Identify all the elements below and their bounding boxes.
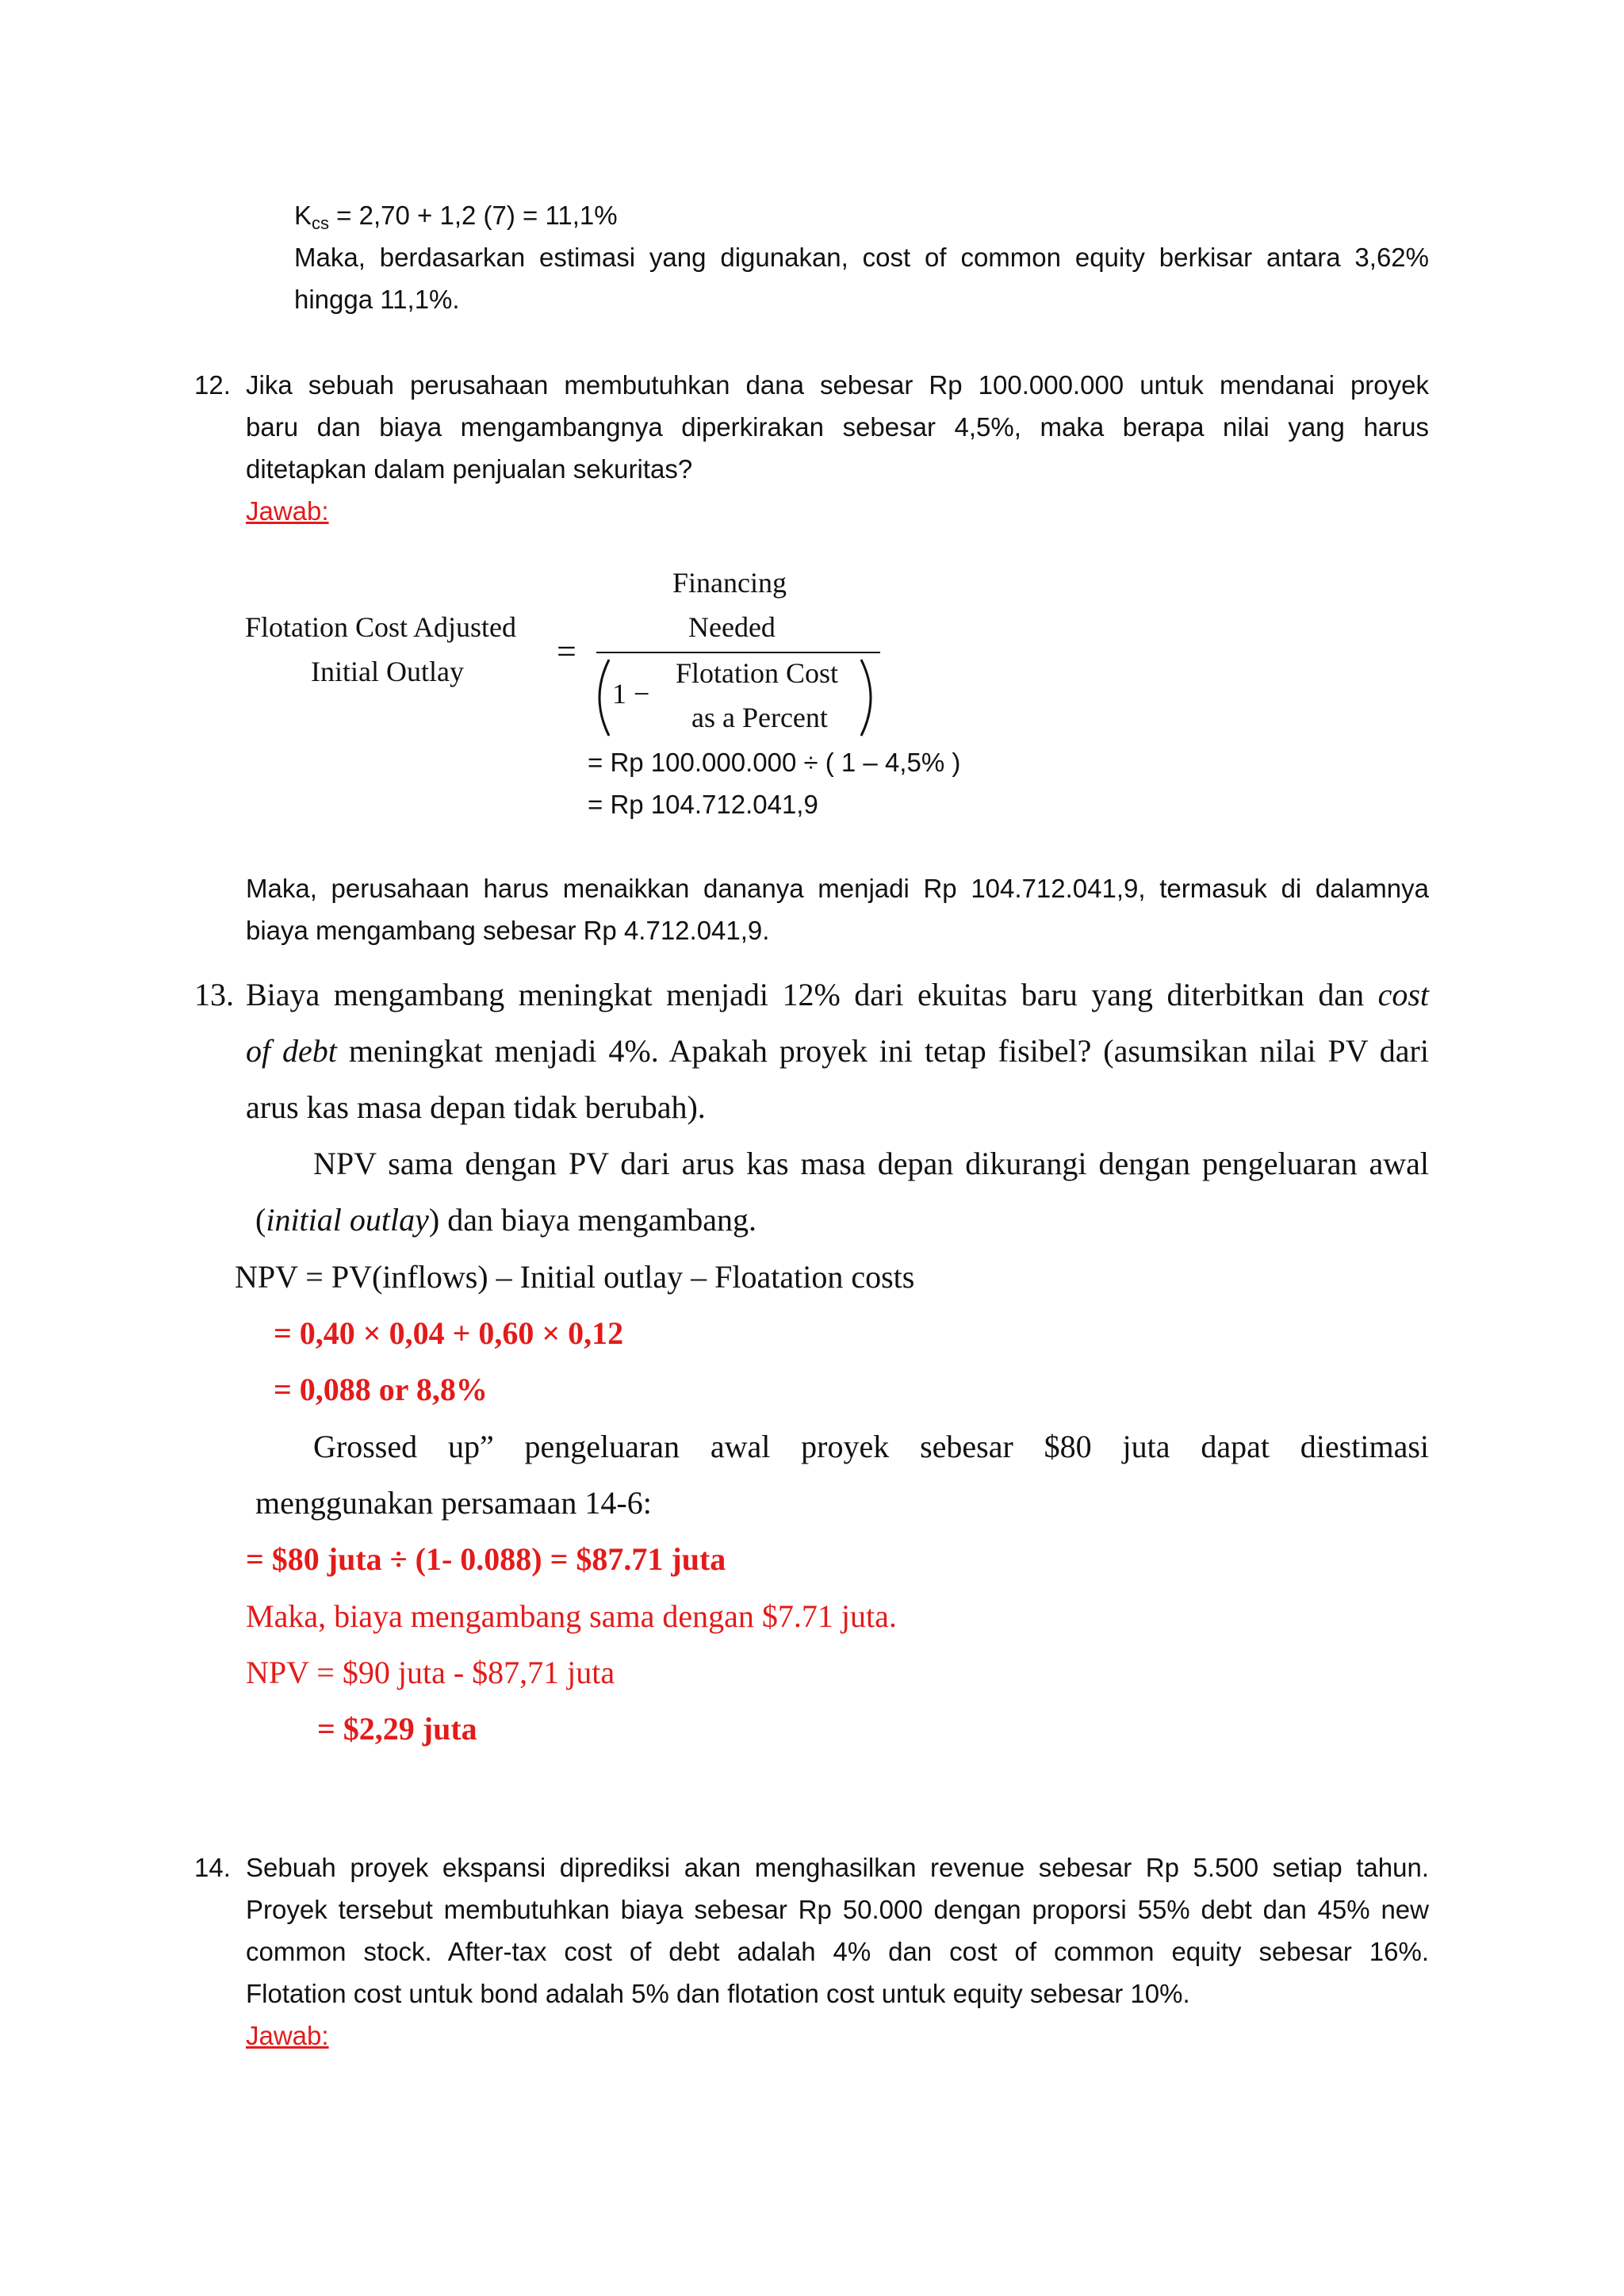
grossed-line1: Grossed up” pengeluaran awal proyek sebesar $80 juta dapat diestimasi xyxy=(313,1429,1429,1464)
top-conclusion-line1: Maka, berdasarkan estimasi yang digunakan, cost of common equity berkisar antara 3,62% xyxy=(294,243,1429,272)
paren-open: ( xyxy=(255,1202,266,1238)
q12-line3: ditetapkan dalam penjualan sekuritas? xyxy=(246,454,693,484)
kcs-rest: = 2,70 + 1,2 (7) = 11,1% xyxy=(329,201,618,230)
right-paren-icon xyxy=(855,656,883,739)
q13-line2-text: meningkat menjadi 4%. Apakah proyek ini tetap fisibel? (asumsikan nilai PV dari xyxy=(336,1033,1429,1069)
fraction-bar xyxy=(596,652,880,653)
q13-line1 xyxy=(246,966,1429,1024)
q14-line2: Proyek tersebut membutuhkan biaya sebesar Rp 50.000 dengan proporsi 55% debt dan 45% new xyxy=(246,1895,1429,1924)
top-conclusion-line2: hingga 11,1%. xyxy=(294,285,460,314)
formula-equals: = xyxy=(557,632,576,671)
grossed-line2: menggunakan persamaan 14-6: xyxy=(255,1485,652,1521)
q12-calc2: = Rp 104.712.041,9 xyxy=(588,790,818,819)
formula-lhs-line2: Initial Outlay xyxy=(311,656,464,687)
formula-denominator-line2: as a Percent xyxy=(691,702,828,733)
q14-line4: Flotation cost untuk bond adalah 5% dan flotation cost untuk equity sebesar 10%. xyxy=(246,1979,1190,2008)
initial-outlay-italic: initial outlay xyxy=(266,1202,429,1238)
red-calc-3: = $80 juta ÷ (1- 0.088) = $87.71 juta xyxy=(246,1541,726,1577)
red-calc-2: = 0,088 or 8,8% xyxy=(274,1372,488,1407)
formula-denominator-one: 1 − xyxy=(612,678,650,710)
q13-line1-italic: cost xyxy=(1377,977,1429,1012)
npv-line2-rest: ) dan biaya mengambang. xyxy=(428,1202,757,1238)
formula-numerator-line1: Financing xyxy=(672,567,787,599)
red-conclusion: Maka, biaya mengambang sama dengan $7.71 juta. xyxy=(246,1598,897,1634)
q12-conclusion-line1: Maka, perusahaan harus menaikkan dananya menjadi Rp 104.712.041,9, termasuk di dalamnya xyxy=(246,874,1429,903)
red-calc-1: = 0,40 × 0,04 + 0,60 × 0,12 xyxy=(274,1315,624,1351)
q12-line1: Jika sebuah perusahaan membutuhkan dana sebesar Rp 100.000.000 untuk mendanai proyek xyxy=(246,370,1429,400)
q13-number: 13. xyxy=(194,977,234,1012)
q14-line3: common stock. After-tax cost of debt adalah 4% dan cost of common equity sebesar 16%. xyxy=(246,1937,1429,1966)
q13-npv-line2 xyxy=(255,1192,756,1249)
q12-jawab: Jawab: xyxy=(246,496,329,526)
kcs-subscript: cs xyxy=(312,213,330,233)
q14-line1: Sebuah proyek ekspansi diprediksi akan menghasilkan revenue sebesar Rp 5.500 setiap tahun. xyxy=(246,1853,1429,1882)
red-npv: NPV = $90 juta - $87,71 juta xyxy=(246,1655,615,1690)
npv-formula: NPV = PV(inflows) – Initial outlay – Floatation costs xyxy=(235,1259,915,1295)
q12-number: 12. xyxy=(194,370,231,400)
q12-calc1: = Rp 100.000.000 ÷ ( 1 – 4,5% ) xyxy=(588,748,961,777)
q12-line2: baru dan biaya mengambangnya diperkirakan sebesar 4,5%, maka berapa nilai yang harus xyxy=(246,412,1429,442)
kcs-letter: K xyxy=(294,201,312,230)
kcs-equation xyxy=(294,194,618,237)
red-npv-result: = $2,29 juta xyxy=(317,1711,477,1747)
q14-jawab: Jawab: xyxy=(246,2021,329,2050)
q13-line2-italic: of debt xyxy=(246,1033,337,1069)
q13-npv-line1: NPV sama dengan PV dari arus kas masa depan dikurangi dengan pengeluaran awal xyxy=(313,1146,1429,1181)
q12-conclusion-line2: biaya mengambang sebesar Rp 4.712.041,9. xyxy=(246,916,770,945)
left-paren-icon xyxy=(587,656,615,739)
formula-denominator-line1: Flotation Cost xyxy=(676,657,839,689)
formula-numerator-line2: Needed xyxy=(688,611,776,643)
flotation-formula xyxy=(238,555,904,745)
q13-line3: arus kas masa depan tidak berubah). xyxy=(246,1089,706,1125)
q13-line1-text: Biaya mengambang meningkat menjadi 12% dari ekuitas baru yang diterbitkan dan xyxy=(246,977,1378,1012)
formula-lhs-line1: Flotation Cost Adjusted xyxy=(245,611,517,643)
q13-line2 xyxy=(246,1023,1429,1080)
q14-number: 14. xyxy=(194,1853,231,1882)
